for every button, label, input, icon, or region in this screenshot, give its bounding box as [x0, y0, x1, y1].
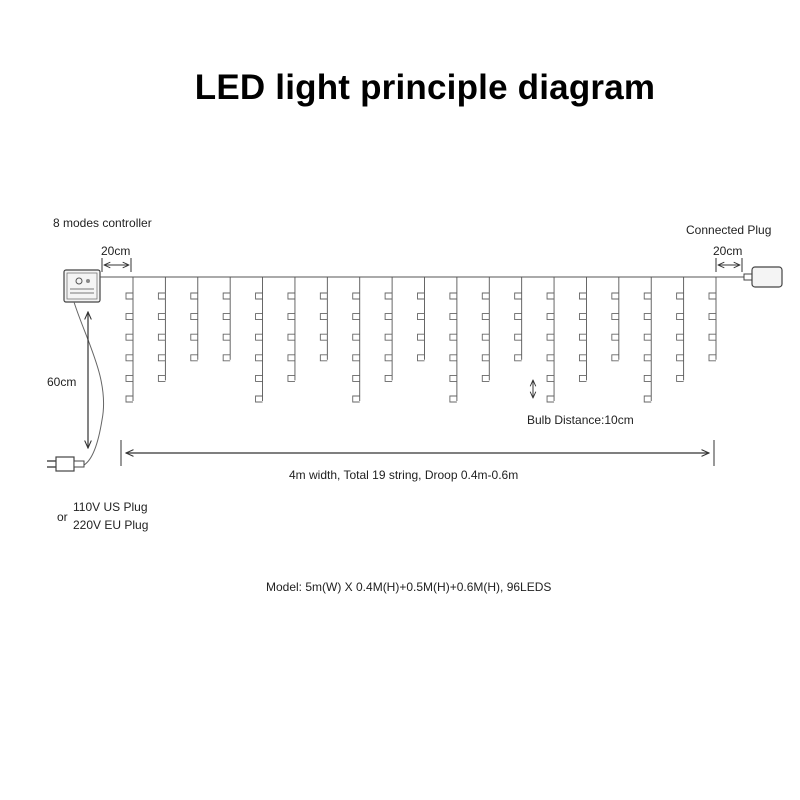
gap-right-label: 20cm — [713, 244, 743, 258]
led-bulb — [450, 314, 457, 320]
led-bulb — [547, 334, 554, 340]
led-bulb — [418, 355, 425, 361]
led-bulb — [482, 314, 489, 320]
led-string — [223, 277, 230, 361]
led-bulb — [256, 375, 263, 381]
led-bulb — [126, 314, 133, 320]
led-bulb — [579, 334, 586, 340]
led-bulb — [288, 334, 295, 340]
led-bulb — [450, 396, 457, 402]
led-bulb — [126, 355, 133, 361]
led-bulb — [515, 355, 522, 361]
led-bulb — [547, 375, 554, 381]
led-string — [677, 277, 684, 381]
led-strings — [126, 277, 716, 402]
led-bulb — [709, 355, 716, 361]
connected-plug-label: Connected Plug — [686, 223, 772, 237]
dimension-gap-right — [716, 258, 742, 272]
led-string — [353, 277, 360, 402]
lead-length-label: 60cm — [47, 375, 77, 389]
led-bulb — [158, 355, 165, 361]
led-bulb — [385, 355, 392, 361]
led-bulb — [450, 293, 457, 299]
led-bulb — [320, 355, 327, 361]
led-bulb — [385, 314, 392, 320]
led-bulb — [256, 355, 263, 361]
led-bulb — [515, 334, 522, 340]
led-bulb — [644, 314, 651, 320]
led-bulb — [709, 293, 716, 299]
led-bulb — [547, 396, 554, 402]
led-string — [320, 277, 327, 361]
width-note-label: 4m width, Total 19 string, Droop 0.4m-0.6m — [289, 468, 519, 482]
led-bulb — [612, 355, 619, 361]
led-bulb — [677, 293, 684, 299]
led-bulb — [158, 314, 165, 320]
plug-us-label: 110V US Plug — [73, 500, 148, 514]
led-bulb — [612, 293, 619, 299]
led-bulb — [644, 355, 651, 361]
led-bulb — [191, 314, 198, 320]
led-bulb — [547, 314, 554, 320]
led-bulb — [320, 334, 327, 340]
led-bulb — [288, 375, 295, 381]
led-string — [126, 277, 133, 402]
led-string — [288, 277, 295, 381]
led-bulb — [385, 293, 392, 299]
led-bulb — [256, 334, 263, 340]
dimension-gap-left — [102, 258, 131, 272]
led-bulb — [677, 375, 684, 381]
plug-eu-label: 220V EU Plug — [73, 518, 149, 532]
led-bulb — [677, 334, 684, 340]
led-bulb — [126, 375, 133, 381]
led-bulb — [158, 334, 165, 340]
led-bulb — [353, 375, 360, 381]
led-bulb — [644, 293, 651, 299]
led-bulb — [126, 396, 133, 402]
led-bulb — [353, 314, 360, 320]
led-bulb — [644, 375, 651, 381]
led-bulb — [418, 334, 425, 340]
led-bulb — [320, 293, 327, 299]
led-bulb — [612, 314, 619, 320]
lead-cable — [74, 302, 104, 465]
led-bulb — [223, 293, 230, 299]
led-bulb — [223, 355, 230, 361]
led-string — [709, 277, 716, 361]
led-string — [256, 277, 263, 402]
connected-plug-icon — [744, 267, 782, 287]
led-string — [385, 277, 392, 381]
led-bulb — [191, 355, 198, 361]
model-label: Model: 5m(W) X 0.4M(H)+0.5M(H)+0.6M(H), 96LEDS — [266, 580, 552, 594]
dimension-width — [121, 440, 714, 466]
led-string — [612, 277, 619, 361]
gap-left-label: 20cm — [101, 244, 131, 258]
led-bulb — [418, 314, 425, 320]
led-bulb — [450, 334, 457, 340]
led-bulb — [385, 334, 392, 340]
led-string — [158, 277, 165, 381]
led-bulb — [191, 334, 198, 340]
led-bulb — [223, 334, 230, 340]
led-bulb — [547, 293, 554, 299]
led-string — [191, 277, 198, 361]
plug-or-label: or — [57, 510, 68, 524]
led-string — [515, 277, 522, 361]
led-bulb — [579, 314, 586, 320]
led-bulb — [191, 293, 198, 299]
led-bulb — [482, 355, 489, 361]
led-bulb — [644, 334, 651, 340]
led-bulb — [385, 375, 392, 381]
led-bulb — [158, 293, 165, 299]
led-bulb — [353, 334, 360, 340]
led-bulb — [353, 293, 360, 299]
controller-label: 8 modes controller — [53, 216, 152, 230]
led-bulb — [515, 314, 522, 320]
led-bulb — [353, 396, 360, 402]
led-bulb — [677, 355, 684, 361]
led-bulb — [126, 334, 133, 340]
led-string — [482, 277, 489, 381]
led-bulb — [482, 293, 489, 299]
led-bulb — [677, 314, 684, 320]
led-bulb — [482, 334, 489, 340]
led-bulb — [709, 334, 716, 340]
led-bulb — [644, 396, 651, 402]
led-bulb — [158, 375, 165, 381]
page-title: LED light principle diagram — [194, 68, 656, 107]
led-bulb — [256, 314, 263, 320]
led-bulb — [515, 293, 522, 299]
led-bulb — [320, 314, 327, 320]
led-bulb — [256, 293, 263, 299]
led-bulb — [418, 293, 425, 299]
led-bulb — [223, 314, 230, 320]
power-plug-icon — [47, 457, 84, 471]
bulb-distance-label: Bulb Distance:10cm — [527, 413, 634, 427]
led-string — [579, 277, 586, 381]
led-bulb — [579, 293, 586, 299]
led-bulb — [579, 355, 586, 361]
led-bulb — [353, 355, 360, 361]
led-string — [644, 277, 651, 402]
led-bulb — [450, 375, 457, 381]
led-bulb — [288, 314, 295, 320]
led-bulb — [612, 334, 619, 340]
led-bulb — [288, 293, 295, 299]
led-bulb — [288, 355, 295, 361]
led-bulb — [709, 314, 716, 320]
led-string — [418, 277, 425, 361]
led-bulb — [547, 355, 554, 361]
led-bulb — [450, 355, 457, 361]
led-bulb — [126, 293, 133, 299]
led-bulb — [579, 375, 586, 381]
led-string — [547, 277, 554, 402]
led-bulb — [482, 375, 489, 381]
led-string — [450, 277, 457, 402]
led-bulb — [256, 396, 263, 402]
controller-box — [64, 270, 100, 302]
